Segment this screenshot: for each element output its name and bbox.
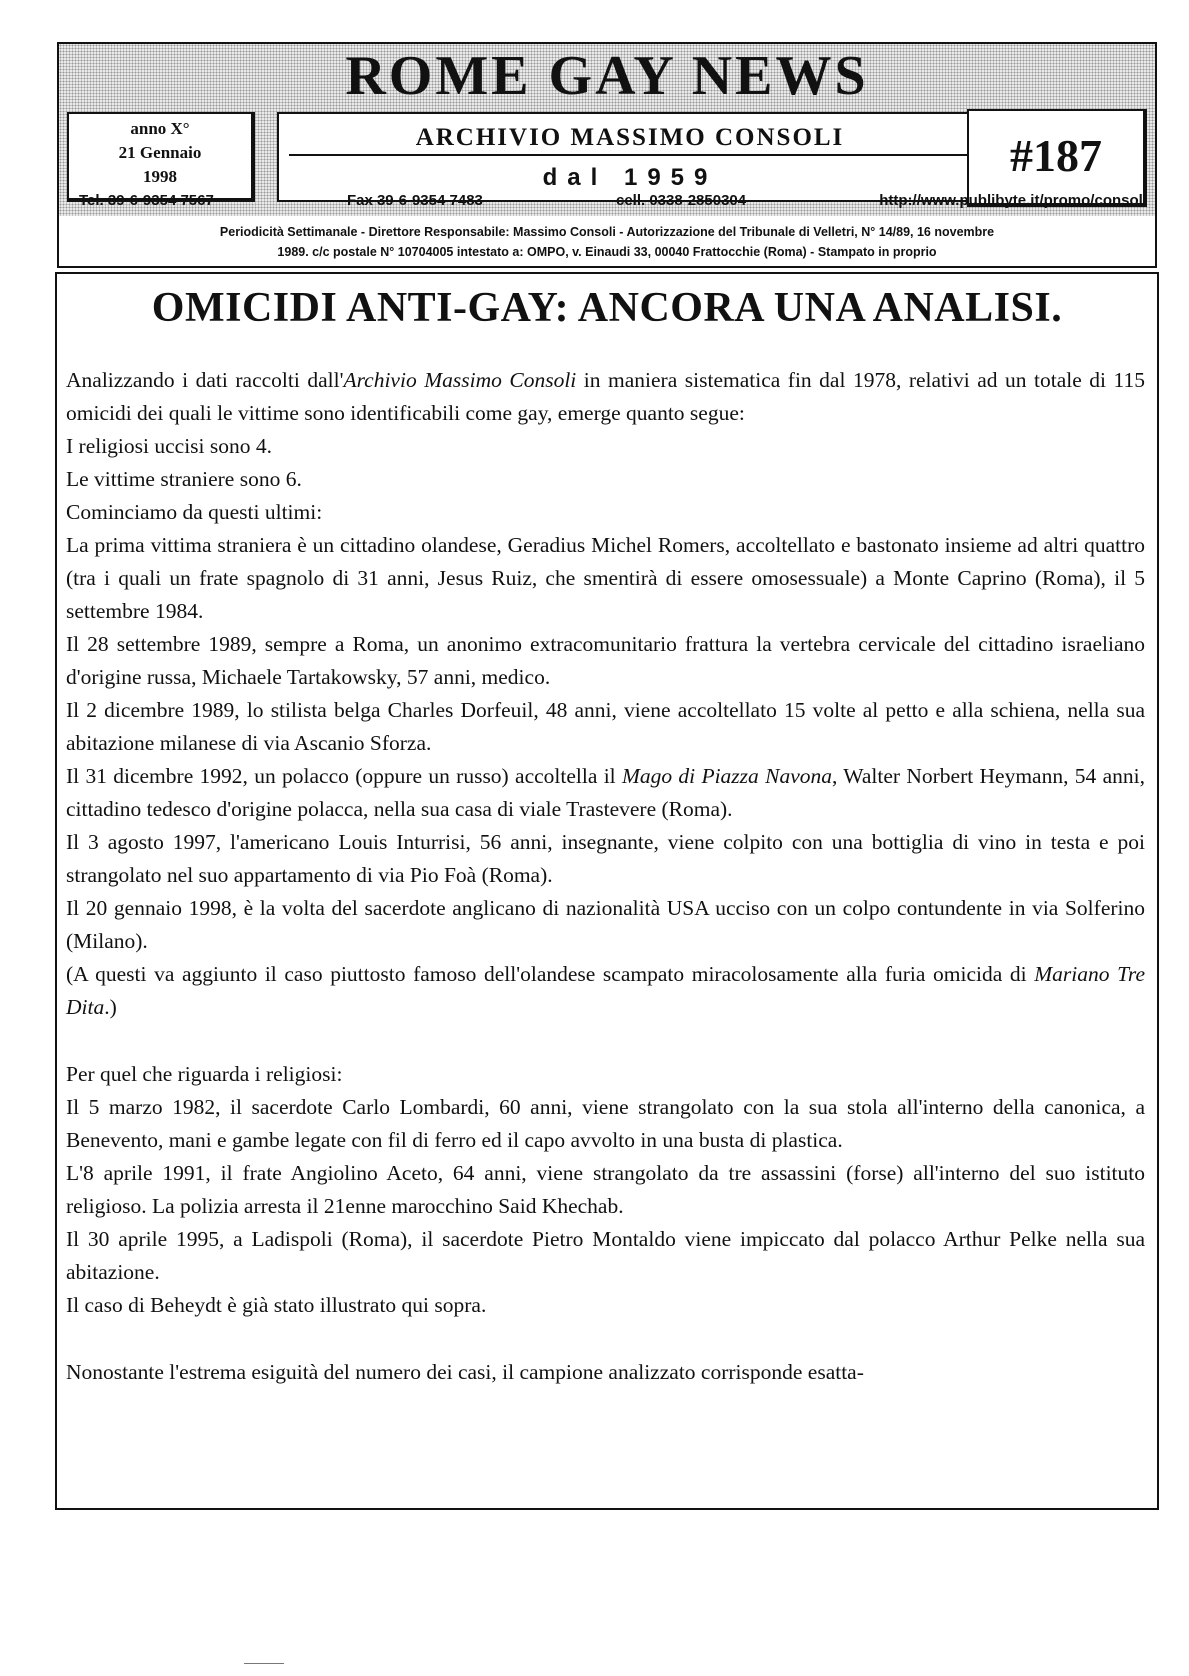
olandese-italic: Mariano Tre Dita: [66, 962, 1145, 1019]
paragraph-cominciamo: Cominciamo da questi ultimi:: [66, 500, 323, 524]
paragraph-1982: Il 5 marzo 1982, il sacerdote Carlo Lombardi, 60 anni, viene strangolato con la sua stola all'interno della canonica, a Benevento, mani e gambe legate con fil di ferro ed il capo avvolto in una busta di plastica.: [66, 1095, 1145, 1152]
phone-number: Tel. 39-6-9354 7567: [79, 192, 214, 209]
paragraph-gap: [66, 1024, 1145, 1058]
article-headline: OMICIDI ANTI-GAY: ANCORA UNA ANALISI.: [151, 285, 1063, 331]
contact-line: [79, 192, 1147, 209]
p1992-text-a: Il 31 dicembre 1992, un polacco (oppure un russo) accoltella il: [66, 764, 622, 788]
paper-title: ROME GAY NEWS: [345, 45, 869, 107]
article: [55, 272, 1159, 1510]
intro-italic: Archivio Massimo Consoli: [343, 368, 577, 392]
intro-text-b: in maniera sistematica fin dal 1978, relativi ad un totale di 115 omicidi dei quali le vittime sono identificabili come gay, emerge quanto segue:: [66, 368, 1145, 425]
intro-text-a: Analizzando i dati raccolti dall': [66, 368, 344, 392]
paragraph-1995: Il 30 aprile 1995, a Ladispoli (Roma), il sacerdote Pietro Montaldo viene impiccato dal polacco Arthur Pelke nella sua abitazione.: [66, 1227, 1145, 1284]
archive-box: [277, 112, 985, 202]
legal-line-2: 1989. c/c postale N° 10704005 intestato a: OMPO, v. Einaudi 33, 00040 Frattocchie (Roma) - Stampato in proprio: [277, 245, 937, 259]
paragraph-1989-september: Il 28 settembre 1989, sempre a Roma, un anonimo extracomunitario frattura la vertebra cervicale del cittadino israeliano d'origine russa, Michaele Tartakowsky, 57 anni, medico.: [66, 632, 1145, 689]
paragraph-1997: Il 3 agosto 1997, l'americano Louis Inturrisi, 56 anni, insegnante, viene colpito con una bottiglia di vino in testa e poi strangolato nel suo appartamento di via Pio Foà (Roma).: [66, 830, 1145, 887]
footer-rule: [244, 1663, 284, 1664]
cell-number: cell. 0338-2850304: [615, 192, 747, 209]
issue-year: anno X°: [130, 119, 190, 138]
intro-paragraph: [66, 364, 1145, 430]
legal-line-1: Periodicità Settimanale - Direttore Responsabile: Massimo Consoli - Autorizzazione del Tribunale di Velletri, N° 14/89, 16 novembre: [219, 225, 995, 239]
p1992-text-b: , Walter Norbert Heymann, 54 anni, cittadino tedesco d'origine polacca, nella sua casa di viale Trastevere (Roma).: [66, 764, 1145, 821]
paragraph-1989-december: Il 2 dicembre 1989, lo stilista belga Charles Dorfeuil, 48 anni, viene accoltellato 15 volte al petto e alla schiena, nella sua abitazione milanese di via Ascanio Sforza.: [66, 698, 1145, 755]
archive-title: ARCHIVIO MASSIMO CONSOLI: [289, 124, 971, 156]
issue-number: #187: [967, 109, 1147, 207]
foreign-count: Le vittime straniere sono 6.: [66, 467, 302, 491]
olandese-text-b: .): [104, 995, 117, 1019]
since-label: dal 1959: [542, 164, 718, 191]
p1992-italic: Mago di Piazza Navona: [621, 764, 832, 788]
issue-info-box: [67, 112, 255, 202]
masthead: [57, 42, 1157, 268]
olandese-text-a: (A questi va aggiunto il caso piuttosto famoso dell'olandese scampato miracolosamente alla furia omicida di: [66, 962, 1035, 986]
issue-year-number: 1998: [143, 167, 177, 186]
paragraph-nonostante: Nonostante l'estrema esiguità del numero dei casi, il campione analizzato corrisponde esatta-: [66, 1360, 864, 1384]
website-link[interactable]: http://www.publibyte.it/promo/consoli: [879, 192, 1147, 209]
paragraph-per-quel: Per quel che riguarda i religiosi:: [66, 1062, 343, 1086]
paragraph-1992: [66, 760, 1145, 826]
fax-number: Fax 39-6-9354 7483: [346, 192, 483, 209]
paragraph-1998: Il 20 gennaio 1998, è la volta del sacerdote anglicano di nazionalità USA ucciso con un colpo contundente in via Solferino (Milano).: [66, 896, 1145, 953]
paragraph-gap: [66, 1322, 1145, 1356]
paragraph-1991: L'8 aprile 1991, il frate Angiolino Aceto, 64 anni, viene strangolato da tre assassini (forse) all'interno del suo istituto religioso. La polizia arresta il 21enne marocchino Said Khechab.: [66, 1161, 1145, 1218]
legal-notice: [65, 222, 1149, 262]
issue-date: 21 Gennaio: [118, 143, 202, 162]
article-body: [66, 364, 1145, 1389]
paragraph-olandese: [66, 958, 1145, 1024]
paragraph-1984: La prima vittima straniera è un cittadino olandese, Geradius Michel Romers, accoltellato e bastonato insieme ad altri quattro (tra i quali un frate spagnolo di 31 anni, Jesus Ruiz, che smentirà di essere omosessuale) a Monte Caprino (Roma), il 5 settembre 1984.: [66, 533, 1145, 623]
paragraph-beheydt: Il caso di Beheydt è già stato illustrato qui sopra.: [66, 1293, 487, 1317]
religious-count: I religiosi uccisi sono 4.: [66, 434, 273, 458]
